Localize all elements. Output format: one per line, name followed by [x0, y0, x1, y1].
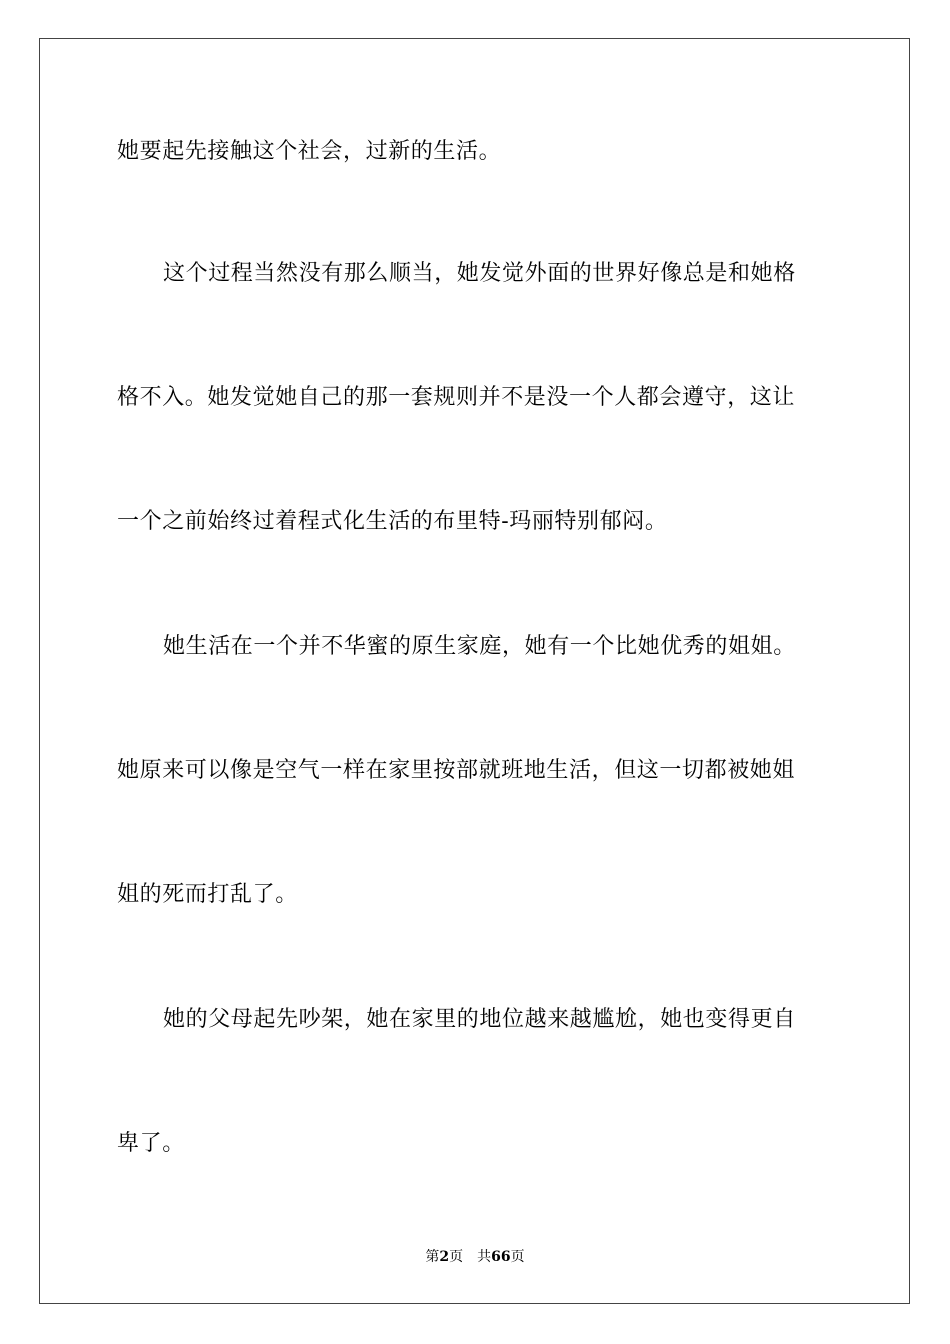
page-footer: [0, 1248, 950, 1266]
text-line-2: 这个过程当然没有那么顺当，她发觉外面的世界好像总是和她格: [163, 261, 796, 286]
text-line-8: 她的父母起先吵架，她在家里的地位越来越尴尬，她也变得更自: [163, 1007, 796, 1032]
text-line-3: 格不入。她发觉她自己的那一套规则并不是没一个人都会遵守，这让: [117, 385, 796, 410]
footer-suffix: 页: [510, 1249, 525, 1265]
text-line-5: 她生活在一个并不华蜜的原生家庭，她有一个比她优秀的姐姐。: [163, 634, 796, 659]
current-page-number: 2: [439, 1249, 450, 1265]
total-page-count: 66: [491, 1249, 511, 1265]
footer-prefix: 第: [425, 1249, 440, 1265]
footer-middle: 页 共: [449, 1249, 492, 1265]
text-line-4: 一个之前始终过着程式化生活的布里特-玛丽特别郁闷。: [117, 509, 668, 534]
page-border: [39, 38, 910, 1304]
text-line-6: 她原来可以像是空气一样在家里按部就班地生活，但这一切都被她姐: [117, 758, 796, 783]
text-line-7: 姐的死而打乱了。: [117, 882, 298, 907]
text-line-9: 卑了。: [117, 1131, 185, 1156]
text-line-1: 她要起先接触这个社会，过新的生活。: [117, 139, 502, 164]
